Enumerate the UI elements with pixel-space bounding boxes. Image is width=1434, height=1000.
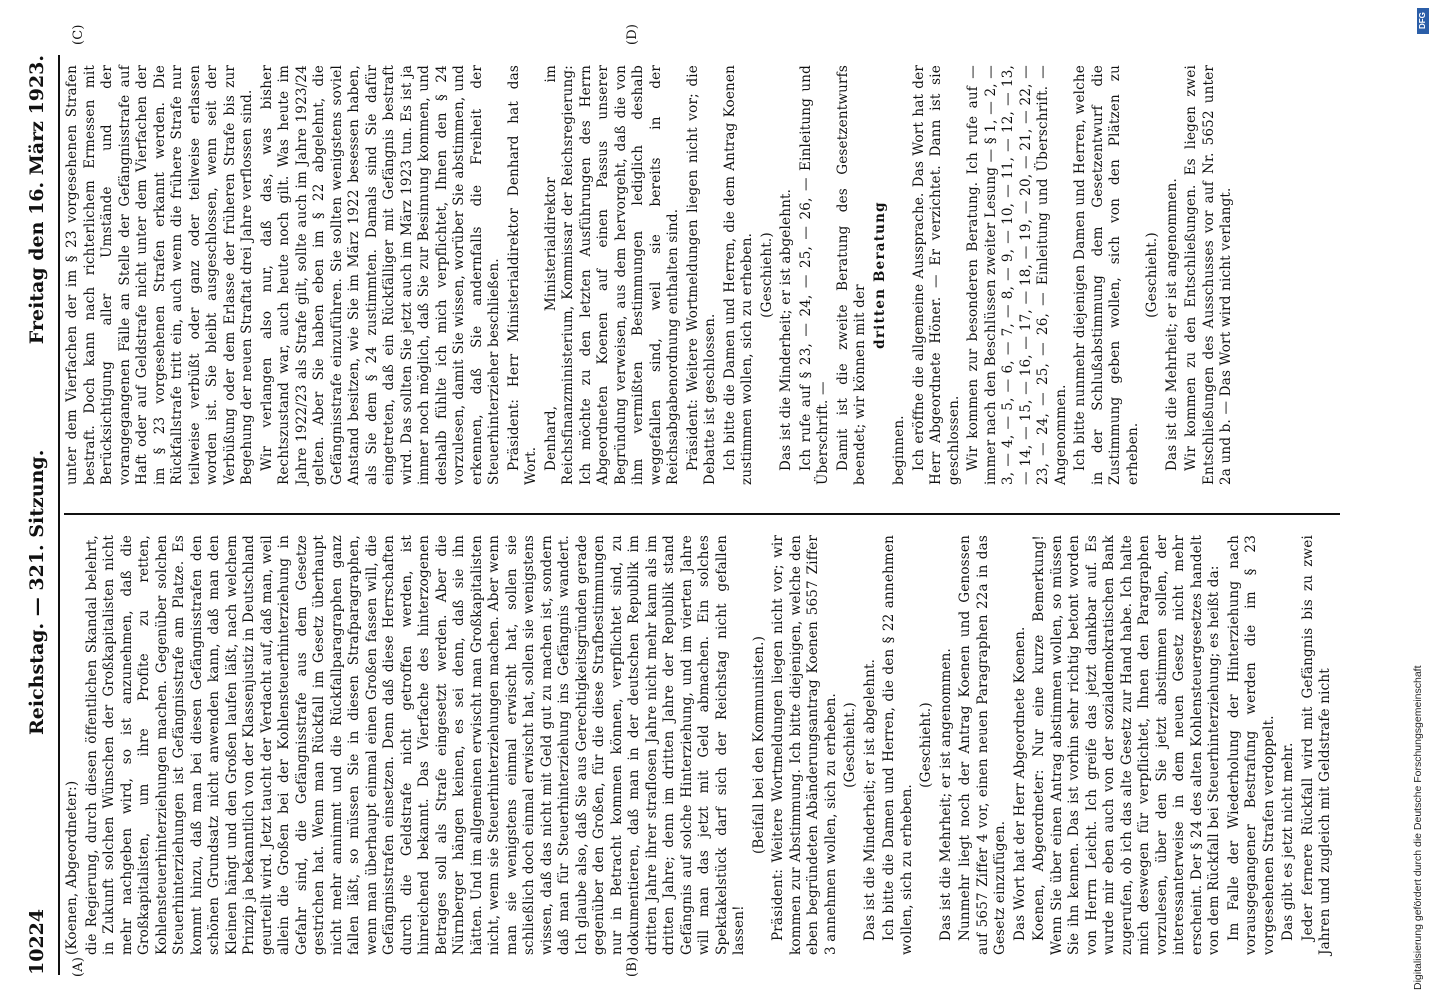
column-divider: [64, 513, 1340, 515]
rotated-document-page: [0, 15, 1340, 975]
action-note: (Geschieht.): [758, 232, 775, 318]
margin-marker-a: (A): [71, 956, 86, 977]
paragraph: Ich bitte nunmehr diejenigen Damen und Herren, welche in der Schlußabstimmung dem Gesetzentwurf die Zustimmung geben wollen, sich von den Plätzen zu erheben.: [1072, 65, 1141, 485]
paragraph: Das ist die Mehrheit; er ist angenommen.: [1163, 178, 1180, 471]
paragraph: Wir kommen zur besonderen Beratung. Ich rufe auf — immer nach den Beschlüssen zweiter Lesung — § 1, — 2, — 3, — 4, — 5, — 6, — 7, — 8, — 9, — 10, — 11, — 12, — 13, — 14, — 15, — 16, — 17, — 18, — 19, — 20, — 21, — 22, — 23, — 24, — 25, — 26, — Einleitung und Überschrift. — Angenommen.: [965, 65, 1069, 485]
paragraph: Das ist die Mehrheit; er ist angenommen.: [937, 648, 954, 941]
quotation: Jeder fernere Rückfall wird mit Gefängnis bis zu zwei Jahren und zugleich mit Geldstrafe nicht: [1299, 535, 1333, 955]
paragraph: Ich rufe auf § 23, — 24, — 25, — 26, — Einleitung und Überschrift. —: [797, 65, 831, 485]
applause-note: (Beifall bei den Kommunisten.): [750, 635, 767, 855]
paragraph: Ich bitte die Damen und Herren, die dem Antrag Koenen zustimmen wollen, sich zu erheben.: [721, 65, 755, 485]
action-note: (Geschieht.): [1144, 232, 1160, 318]
paragraph: Das Wort hat der Herr Abgeordnete Koenen.: [1011, 626, 1028, 941]
margin-marker-d: (D): [625, 23, 640, 45]
action-note: (Geschieht.): [842, 702, 858, 788]
paragraph: Präsident: Weitere Wortmeldungen liegen nicht vor; die Debatte ist geschlossen.: [684, 65, 718, 485]
paragraph: Nunmehr liegt noch der Antrag Koenen und Genossen auf 5657 Ziffer 4 vor, einen neuen Paragraphen 22a in das Gesetz einzufügen.: [957, 535, 1008, 955]
paragraph: Präsident: Herr Ministerialdirektor Denhard hat das Wort.: [505, 65, 539, 485]
sidenote-text: Digitalisierung gefördert durch die Deutsche Forschungsgemeinschaft: [1412, 665, 1424, 990]
paragraph: Das gibt es jetzt nicht mehr.: [1280, 742, 1296, 941]
margin-marker-b: (B): [625, 956, 640, 977]
session-title: Reichstag. — 321. Sitzung.: [26, 449, 48, 735]
paragraph: Präsident: Weitere Wortmeldungen liegen nicht vor; wir kommen zur Abstimmung. Ich bitte diejenigen, welche den eben begründeten Abänderungsantrag Koenen 5657 Ziffer 3 annehmen wollen, sich zu erheben.: [770, 535, 839, 955]
action-note: (Geschieht.): [918, 702, 934, 788]
paragraph: Damit ist die zweite Beratung des Gesetzentwurfs beendet; wir können mit der: [834, 65, 868, 485]
page-number: 10224: [26, 908, 48, 975]
paragraph: Wir verlangen also nur, daß das, was bisher Rechtszustand war, auch heute noch gilt. Was heute im Jahre 1922/23 als Strafe gilt, sollte auch im Jahre 1923/24 gelten. Aber Sie haben eben im § 22 abgelehnt, die Gefängnisstrafe einzuführen. Sie sollten wenigstens soviel Anstand besitzen, wie Sie im März 1922 besessen haben, als Sie dem § 24 zustimmten. Damals sind Sie dafür eingetreten, daß ein Rückfälliger mit Gefängnis bestraft wird. Das sollten Sie jetzt auch im März 1923 tun. Es ist ja immer noch möglich, daß Sie zur Besinnung kommen, und deshalb fühlte ich mich verpflichtet, Ihnen den § 24 vorzulesen, damit Sie wissen, worüber Sie abstimmen, und erkennen, daß Sie andernfalls die Freiheit der Steuerhinterzieher beschließen.: [258, 65, 502, 485]
paragraph: Ich bitte die Damen und Herren, die den § 22 annehmen wollen, sich zu erheben.: [881, 535, 915, 955]
digitization-sidenote: [1412, 10, 1430, 990]
page-header: [18, 55, 54, 975]
paragraph: Koenen, Abgeordneter: Nur eine kurze Bemerkung! Wenn Sie über einen Antrag abstimmen wollen, so müssen Sie ihn kennen. Das ist vorhin sehr richtig betont worden von Herrn Leicht. Ich greife das jetzt dankbar auf. Es wurde mir eben auch von der sozialdemokratischen Bank zugerufen, ob ich das alte Gesetz zur Hand habe. Ich halte mich deswegen für verpflichtet, Ihnen den Paragraphen vorzulesen, über den Sie jetzt abstimmen sollen, der interessanterweise in dem neuen Gesetz nicht mehr erscheint. Der § 24 des alten Kohlensteuergesetzes handelt von dem Rückfall bei Steuerhinterziehung; es heißt da:: [1031, 535, 1222, 955]
paragraph: Denhard, Ministerialdirektor im Reichsfinanzministerium, Kommissar der Reichsregierung: Ich möchte zu den letzten Ausführungen des Herrn Abgeordneten Koenen auf einen Passus unserer Begründung verweisen, aus dem hervorgeht, daß die von ihm vermißten Bestimmungen lediglich deshalb weggefallen sind, weil sie bereits in der Reichsabgabenordnung enthalten sind.: [542, 65, 681, 485]
paragraph: Wir kommen zu den Entschließungen. Es liegen zwei Entschließungen des Ausschusses vor auf Nr. 5652 unter 2a und b. — Das Wort wird nicht verlangt.: [1183, 65, 1234, 485]
speaker-continuation: (Koenen, Abgeordneter:): [64, 780, 80, 955]
paragraph: Das ist die Minderheit; er ist abgelehnt.: [861, 658, 878, 941]
section-heading: dritten Beratung: [871, 201, 888, 349]
right-column: [64, 23, 1238, 485]
margin-marker-c: (C): [71, 24, 86, 45]
paragraph: die Regierung, durch diesen öffentlichen Skandal belehrt, in Zukunft solchen Wünschen der Großkapitalisten nicht mehr nachgeben wird, so ist anzunehmen, daß die Großkapitalisten, um ihre Profite zu retten, Kohlensteuerhinterziehungen machen. Gegenüber solchen Steuerhinterziehungen ist Gefängnisstrafe am Platze. Es kommt hinzu, daß man bei diesen Gefängnisstrafen den schönen Grundsatz nicht anwenden kann, daß man den Kleinen hängt und den Großen laufen läßt, nach welchem Prinzip ja bekanntlich von der Klassenjustiz in Deutschland geurteilt wird. Jetzt taucht der Verdacht auf, daß man, weil allein die Großen bei der Kohlensteuerhinterziehung in Gefahr sind, die Gefängnisstrafe aus dem Gesetze gestrichen hat. Wenn man Rückfall im Gesetz überhaupt nicht mehr annimmt und die Rückfallparagraphen ganz fallen läßt, so müssen Sie in diesen Strafparagraphen, wenn man überhaupt einmal einen Großen fassen will, die Gefängnisstrafen einsetzen. Denn daß diese Herrschaften durch die Geldstrafe nicht getroffen werden, ist hinreichend bekannt. Das Vierfache des hinterzogenen Betrages soll als Strafe eingesetzt werden. Aber die Nürnberger hängen keinen, es sei denn, daß sie ihn hätten. Und im allgemeinen erwischt man Großkapitalisten nicht, wenn sie Steuerhinterziehungen machen. Aber wenn man sie wenigstens einmal erwischt hat, sollen sie schließlich doch einmal erwischt hat, sollen sie wenigstens wissen, daß das nicht mit Geld gut zu machen ist, sondern daß man für Steuerhinterziehung ins Gefängnis wandert. Ich glaube also, daß Sie aus Gerechtigkeitsgründen gerade gegenüber den Großen, für die diese Strafbestimmungen nur in Betracht kommen können, verpflichtet sind, zu dokumentieren, daß man in der deutschen Republik im dritten Jahre ihrer straflosen Jahre nicht mehr kann als im dritten Jahre; denn im dritten Jahre der Republik stand Gefängnis auf solche Hinterziehung, und im vierten Jahre will man das jetzt mit Geld abmachen. Ein solches Spektakelstück darf sich der Reichstag nicht gefallen lassen!: [83, 535, 747, 955]
session-date: Freitag den 16. März 1923.: [26, 55, 48, 345]
left-column: [64, 535, 1337, 977]
paragraph: beginnen.: [891, 415, 907, 485]
dfg-logo: DFG: [1417, 8, 1429, 34]
paragraph: Das ist die Minderheit; er ist abgelehnt.: [778, 188, 794, 471]
quotation: Im Falle der Wiederholung der Hinterziehung nach vorausgegangener Bestrafung werden die im § 23 vorgesehenen Strafen verdoppelt.: [1225, 535, 1277, 955]
quotation: unter dem Vierfachen der im § 23 vorgesehenen Strafen bestraft. Doch kann nach richterlichem Ermessen mit Berücksichtigung aller Umstände und der vorangegangenen Fälle an Stelle der Gefängnisstrafe auf Haft oder auf Geldstrafe nicht unter dem Vierfachen der im § 23 vorgesehenen Strafen erkannt werden. Die Rückfallstrafe tritt ein, auch wenn die frühere Strafe nur teilweise verbüßt oder ganz oder teilweise erlassen worden ist. Sie bleibt ausgeschlossen, wenn seit der Verbüßung oder dem Erlasse der früheren Strafe bis zur Begehung der neuen Straftat drei Jahre verflossen sind.: [64, 65, 255, 485]
paragraph: Ich eröffne die allgemeine Aussprache. Das Wort hat der Herr Abgeordnete Höner. — Er verzichtet. Dann ist sie geschlossen.: [910, 65, 962, 485]
header-rule: [58, 55, 60, 975]
